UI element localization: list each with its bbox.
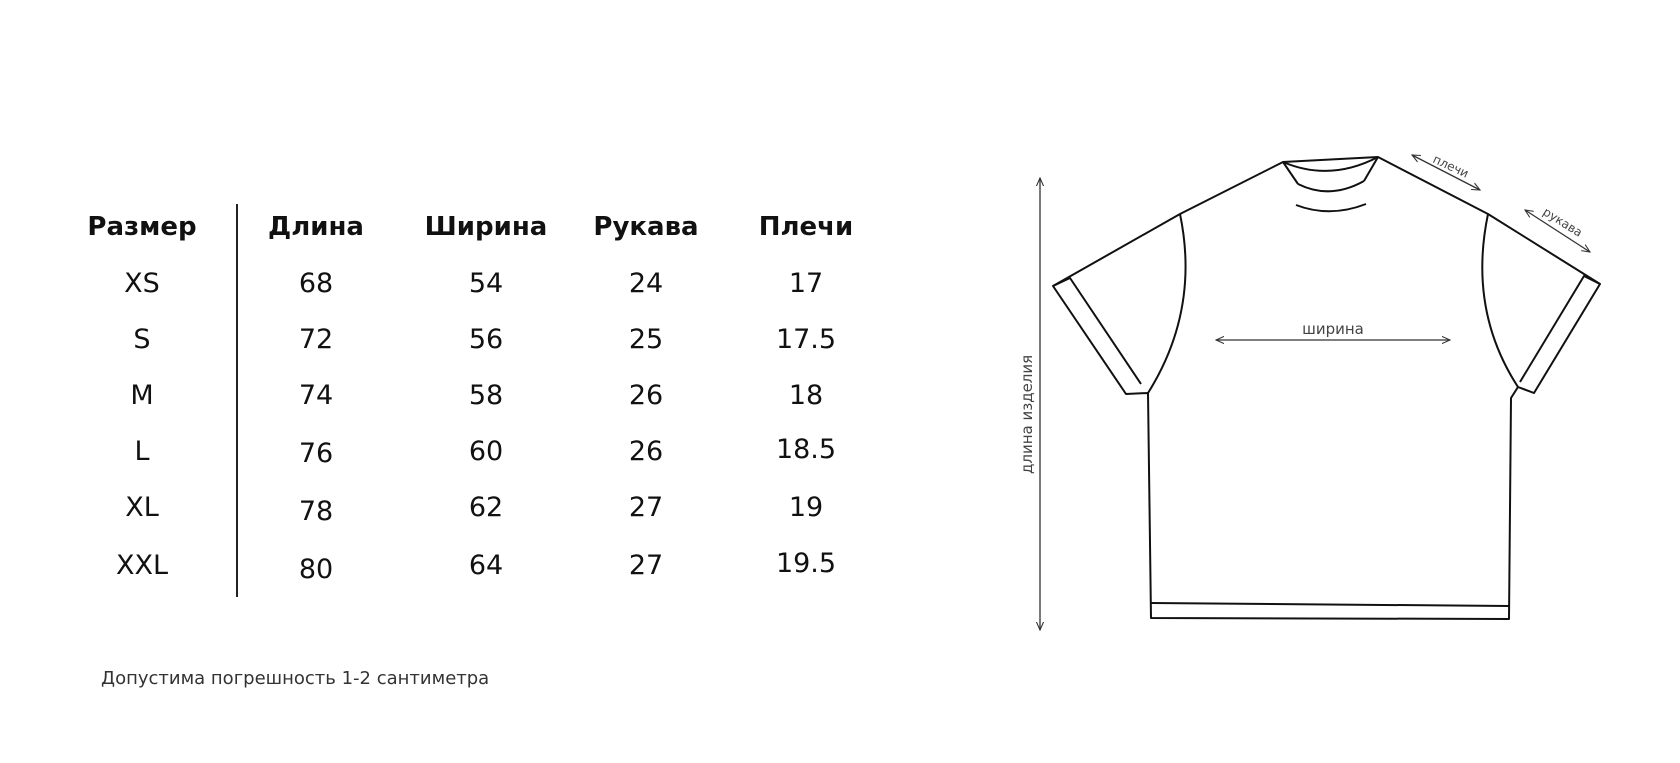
cell-size: XS (124, 268, 160, 299)
cell-width: 56 (468, 324, 504, 355)
cell-width: 64 (468, 550, 504, 581)
cell-size: XXL (115, 550, 169, 581)
cell-shoulders: 18.5 (775, 434, 837, 465)
cell-sleeve: 24 (628, 268, 664, 299)
cell-length: 74 (298, 380, 334, 411)
cell-shoulders: 17.5 (775, 324, 837, 355)
sleeve-label: рукава (1540, 204, 1585, 240)
shoulders-label: плечи (1430, 152, 1471, 181)
cell-sleeve: 27 (628, 550, 664, 581)
tshirt-measurement-diagram (990, 150, 1630, 640)
cell-sleeve: 26 (628, 436, 664, 467)
header-width: Ширина (424, 212, 548, 242)
cell-sleeve: 27 (628, 492, 664, 523)
cell-width: 62 (468, 492, 504, 523)
cell-width: 54 (468, 268, 504, 299)
cell-size: M (130, 380, 154, 411)
header-size: Размер (87, 212, 197, 242)
width-label: ширина (1302, 320, 1364, 338)
header-shoulders: Плечи (758, 212, 854, 242)
cell-width: 60 (468, 436, 504, 467)
size-table (60, 200, 880, 600)
header-sleeve: Рукава (593, 212, 699, 242)
cell-shoulders: 17 (788, 268, 824, 299)
cell-length: 78 (298, 496, 334, 527)
cell-sleeve: 26 (628, 380, 664, 411)
cell-length: 76 (298, 438, 334, 469)
cell-size: L (134, 436, 150, 467)
cell-shoulders: 19 (788, 492, 824, 523)
cell-sleeve: 25 (628, 324, 664, 355)
cell-shoulders: 18 (788, 380, 824, 411)
cell-size: S (133, 324, 151, 355)
cell-length: 68 (298, 268, 334, 299)
cell-width: 58 (468, 380, 504, 411)
cell-length: 80 (298, 554, 334, 585)
header-length: Длина (268, 212, 364, 242)
cell-length: 72 (298, 324, 334, 355)
cell-size: XL (125, 492, 159, 523)
tshirt-icon (1053, 157, 1600, 619)
cell-shoulders: 19.5 (775, 548, 837, 579)
length-label: длина изделия (1018, 354, 1036, 474)
tolerance-note: Допустима погрешность 1-2 сантиметра (101, 668, 490, 689)
